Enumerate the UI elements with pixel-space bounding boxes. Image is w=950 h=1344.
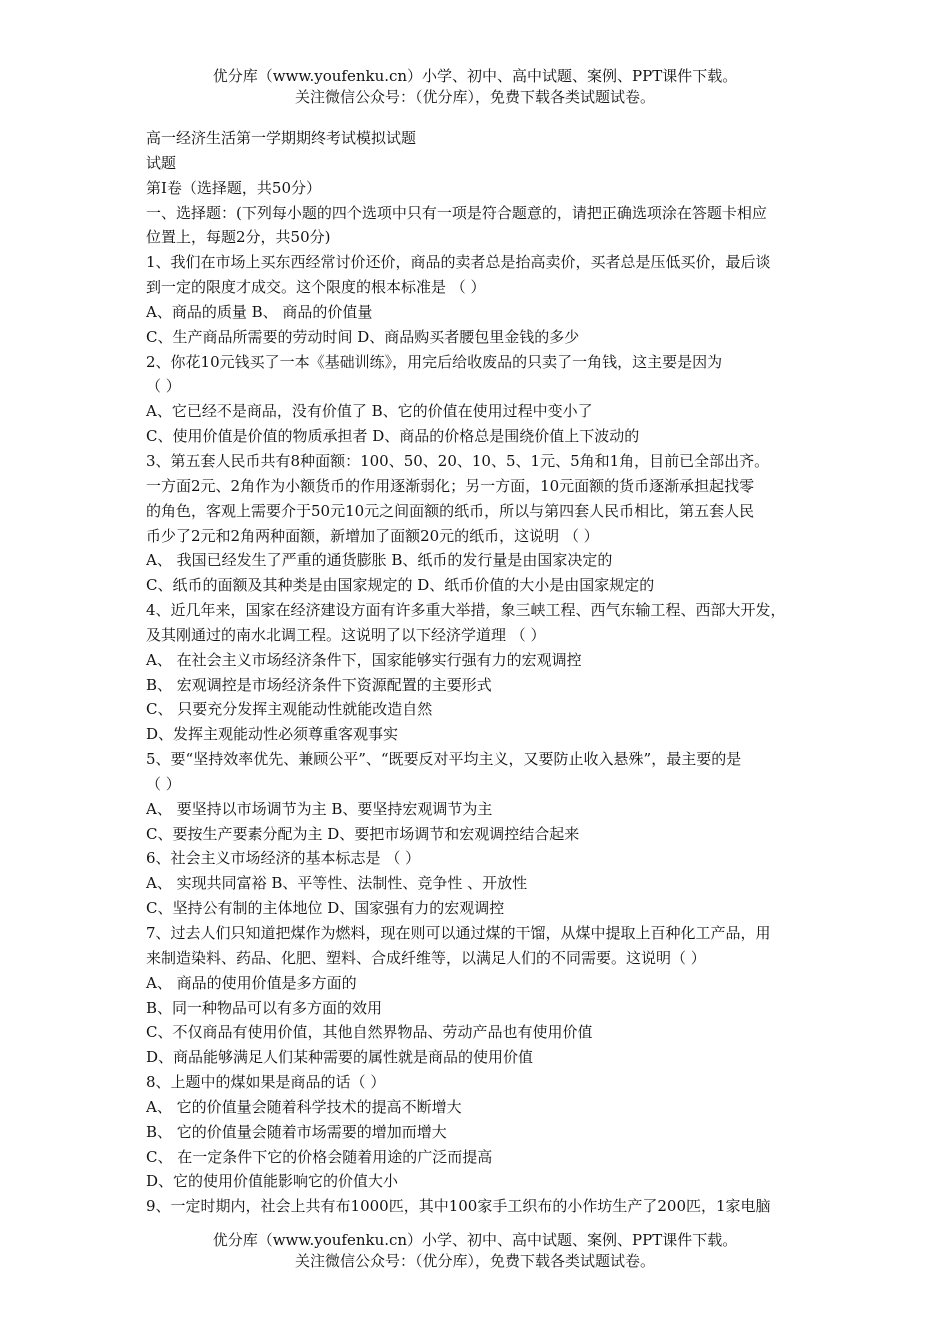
text-line: B、同一种物品可以有多方面的效用 [146, 998, 383, 1017]
document-body [146, 126, 822, 1219]
text-line: A、它已经不是商品，没有价值了 B、它的价值在使用过程中变小了 [146, 402, 593, 421]
text-line: 9、一定时期内，社会上共有布1000匹，其中100家手工织布的小作坊生产了200匹，1家电脑 [146, 1197, 771, 1216]
text-line: C、纸币的面额及其种类是由国家规定的 D、纸币价值的大小是由国家规定的 [146, 576, 655, 595]
text-line: （ ） [146, 377, 181, 396]
text-line: 6、社会主义市场经济的基本标志是 （ ） [146, 849, 421, 868]
text-line: D、它的使用价值能影响它的价值大小 [146, 1172, 399, 1191]
text-line: 试题 [146, 153, 177, 172]
text-line: 高一经济生活第一学期期终考试模拟试题 [146, 129, 417, 147]
text-line: 1、我们在市场上买东西经常讨价还价，商品的卖者总是抬高卖价，买者总是压低买价，最后谈 [146, 253, 771, 272]
text-line: A、 我国已经发生了严重的通货膨胀 B、纸币的发行量是由国家决定的 [146, 551, 613, 570]
text-line: A、 在社会主义市场经济条件下，国家能够实行强有力的宏观调控 [146, 650, 582, 669]
text-line: A、 要坚持以市场调节为主 B、要坚持宏观调节为主 [146, 799, 493, 818]
page-footer [0, 1230, 950, 1272]
text-line: 3、第五套人民币共有8种面额：100、50、20、10、5、1元、5角和1角，目前已全部出齐。 [146, 451, 770, 470]
text-line: 币少了2元和2角两种面额，新增加了面额20元的纸币，这说明 （ ） [146, 526, 599, 545]
text-line: A、 商品的使用价值是多方面的 [146, 973, 357, 992]
page-header [0, 66, 950, 108]
text-line: A、 实现共同富裕 B、平等性、法制性、竞争性 、开放性 [146, 874, 528, 893]
text-line: 4、近几年来，国家在经济建设方面有许多重大举措，象三峡工程、西气东输工程、西部大开发， [146, 601, 786, 620]
text-line: （ ） [146, 774, 181, 793]
text-line: 的角色，客观上需要介于50元10元之间面额的纸币，所以与第四套人民币相比，第五套人民 [146, 501, 755, 520]
text-line: 一方面2元、2角作为小额货币的作用逐渐弱化；另一方面，10元面额的货币逐渐承担起找零 [146, 476, 755, 495]
text-line: A、 它的价值量会随着科学技术的提高不断增大 [146, 1097, 462, 1116]
header-line-2: 关注微信公众号：（优分库），免费下载各类试题试卷。 [294, 88, 655, 106]
text-line: C、坚持公有制的主体地位 D、国家强有力的宏观调控 [146, 899, 505, 918]
text-line: A、商品的质量 B、 商品的价值量 [146, 302, 373, 321]
text-line: B、 宏观调控是市场经济条件下资源配置的主要形式 [146, 675, 492, 694]
text-line: 及其刚通过的南水北调工程。这说明了以下经济学道理 （ ） [146, 625, 546, 644]
text-line: 2、你花10元钱买了一本《基础训练》，用完后给收废品的只卖了一角钱，这主要是因为 [146, 352, 723, 371]
text-line: C、使用价值是价值的物质承担者 D、商品的价格总是围绕价值上下波动的 [146, 427, 640, 446]
header-line-1: 优分库（www.youfenku.cn）小学、初中、高中试题、案例、PPT课件下载。 [212, 67, 738, 85]
text-line: 一、选择题：(下列每小题的四个选项中只有一项是符合题意的，请把正确选项涂在答题卡相应 [146, 203, 767, 222]
text-line: C、生产商品所需要的劳动时间 D、商品购买者腰包里金钱的多少 [146, 327, 580, 346]
text-line: 7、过去人们只知道把煤作为燃料，现在则可以通过煤的干馏，从煤中提取上百种化工产品，用 [146, 924, 771, 942]
text-line: 到一定的限度才成交。这个限度的根本标准是 （ ） [146, 278, 486, 297]
text-line: 位置上，每题2分，共50分) [146, 228, 331, 247]
text-line: C、不仅商品有使用价值，其他自然界物品、劳动产品也有使用价值 [146, 1023, 593, 1042]
footer-line-1: 优分库（www.youfenku.cn）小学、初中、高中试题、案例、PPT课件下载。 [212, 1231, 738, 1249]
text-line: 5、要“坚持效率优先、兼顾公平”、“既要反对平均主义，又要防止收入悬殊”，最主要的是 [146, 750, 742, 769]
text-line: 来制造染料、药品、化肥、塑料、合成纤维等，以满足人们的不同需要。这说明（ ） [146, 948, 706, 967]
text-line: C、 在一定条件下它的价格会随着用途的广泛而提高 [146, 1147, 493, 1166]
text-line: 8、上题中的煤如果是商品的话（ ） [146, 1073, 386, 1092]
text-line: B、 它的价值量会随着市场需要的增加而增大 [146, 1122, 447, 1141]
text-line: C、要按生产要素分配为主 D、要把市场调节和宏观调控结合起来 [146, 824, 580, 843]
text-line: D、商品能够满足人们某种需要的属性就是商品的使用价值 [146, 1048, 534, 1067]
text-line: D、发挥主观能动性必须尊重客观事实 [146, 725, 399, 744]
text-line: 第Ⅰ卷（选择题，共50分） [146, 178, 322, 197]
footer-line-2: 关注微信公众号：（优分库），免费下载各类试题试卷。 [294, 1252, 655, 1270]
text-line: C、 只要充分发挥主观能动性就能改造自然 [146, 700, 433, 719]
